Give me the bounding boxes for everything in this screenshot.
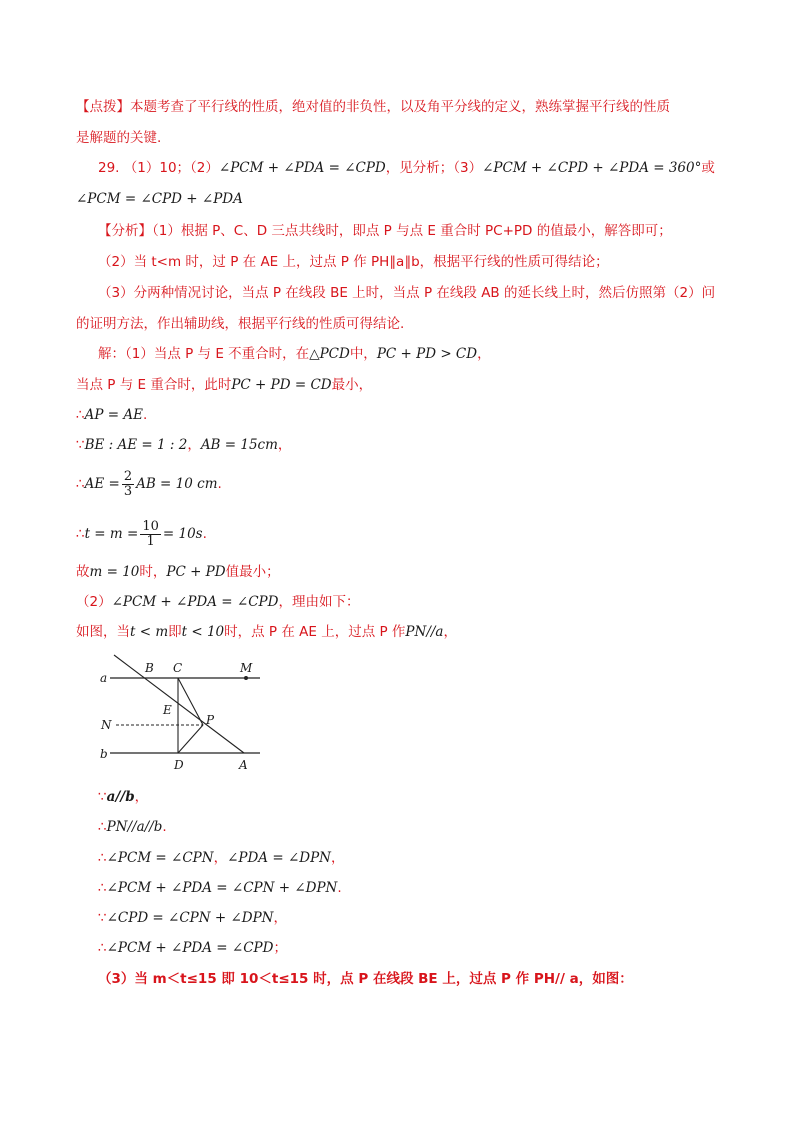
answer-part-2: ，见分析；（3）	[385, 160, 483, 176]
equation: ∠PCM = ∠CPN	[106, 850, 214, 866]
proof-line-1	[98, 788, 148, 806]
label-B: B	[145, 661, 154, 675]
analysis-label: 【分析】	[98, 223, 152, 239]
because-symbol: ∵	[98, 910, 107, 926]
therefore-symbol: ∴	[98, 850, 107, 866]
analysis-line-2	[98, 253, 609, 271]
analysis-line-1	[98, 222, 672, 240]
segment-dp	[178, 725, 203, 753]
inequality: t < m	[130, 624, 169, 640]
solution-text: ，	[443, 624, 457, 640]
solution-line-9	[76, 623, 457, 641]
solution-line-5	[76, 468, 222, 500]
label-b: b	[100, 747, 108, 761]
tip-text-2: 是解题的关键.	[76, 130, 162, 146]
therefore-symbol: ∴	[98, 819, 107, 835]
equation: t = m =	[84, 526, 139, 542]
proof-text: ，	[134, 789, 149, 805]
ratio: BE : AE = 1 : 2	[84, 437, 188, 453]
equation: AE =	[84, 476, 120, 492]
solution-text: 解：（1）当点 P 与 E 不重合时，在	[98, 346, 310, 362]
fraction-denominator: 3	[123, 483, 133, 499]
question-number: 29.	[98, 160, 120, 176]
label-a: a	[100, 671, 108, 685]
equation: m = 10	[89, 564, 140, 580]
equation: = 10s	[162, 526, 203, 542]
analysis-text-4: 的证明方法，作出辅助线，根据平行线的性质可得结论.	[76, 316, 405, 332]
answer-equation-1: ∠PCM + ∠PDA = ∠CPD	[218, 160, 386, 176]
proof-line-3	[98, 849, 344, 867]
proof-text: ，	[330, 850, 345, 866]
fraction-denominator: 1	[146, 533, 155, 549]
answer-line-2	[76, 190, 243, 208]
label-N: N	[101, 718, 112, 732]
answer-equation-2: ∠PCM + ∠CPD + ∠PDA = 360°	[482, 160, 702, 176]
solution-text: 中，	[349, 346, 377, 362]
equation: ∠CPD = ∠CPN + ∠DPN	[106, 910, 274, 926]
label-A: A	[239, 758, 248, 772]
proof-text: ，	[213, 850, 228, 866]
solution-line-6	[76, 518, 207, 550]
solution-text: ，	[277, 437, 292, 453]
point-m	[244, 676, 248, 680]
label-E: E	[163, 703, 172, 717]
proof-text: .	[162, 819, 167, 835]
expression: PC + PD	[166, 564, 226, 580]
solution-line-8	[76, 593, 359, 611]
therefore-symbol: ∴	[98, 940, 107, 956]
proof-line-6	[98, 939, 287, 957]
equation: ∠PCM + ∠PDA = ∠CPN + ∠DPN	[106, 880, 338, 896]
therefore-symbol: ∴	[76, 476, 85, 492]
triangle-pcd: △PCD	[309, 346, 350, 362]
equation: PC + PD = CD	[231, 377, 332, 393]
solution-text: 故	[76, 564, 90, 580]
solution-text: 当点 P 与 E 重合时，此时	[76, 377, 232, 393]
fraction-numerator: 2	[123, 468, 133, 484]
because-symbol: ∵	[98, 789, 107, 805]
solution-text: （2）	[76, 594, 112, 610]
analysis-line-4	[76, 315, 404, 333]
parallel-relation: PN//a	[405, 624, 444, 640]
parallel-relation: PN//a//b	[106, 819, 163, 835]
equation: ∠PCM + ∠PDA = ∠CPD	[111, 594, 279, 610]
equation: AB = 10 cm	[136, 476, 218, 492]
segment-cp	[178, 678, 203, 725]
equation: ∠PCM + ∠PDA = ∠CPD	[106, 940, 274, 956]
tip-line-1	[76, 98, 670, 116]
analysis-line-3	[98, 284, 715, 302]
answer-part-1: （1）10；（2）	[123, 160, 219, 176]
fraction-numerator: 10	[142, 518, 159, 534]
proof-line-7	[98, 970, 633, 988]
solution-text: ，	[187, 437, 201, 453]
tip-line-2	[76, 129, 161, 147]
answer-line-1	[98, 159, 715, 177]
proof-text: ；	[273, 940, 287, 956]
solution-line-3	[76, 406, 147, 424]
solution-text: 时，	[139, 564, 167, 580]
solution-text: ，	[477, 346, 491, 362]
geometry-figure	[92, 652, 272, 776]
label-C: C	[173, 661, 183, 675]
tip-text-1: 本题考查了平行线的性质，绝对值的非负性，以及角平分线的定义，熟练掌握平行线的性质	[130, 99, 670, 115]
therefore-symbol: ∴	[76, 407, 85, 423]
solution-line-4	[76, 436, 291, 454]
inequality: PC + PD > CD	[376, 346, 478, 362]
therefore-symbol: ∴	[98, 880, 107, 896]
because-symbol: ∵	[76, 437, 85, 453]
answer-part-3: 或	[701, 160, 715, 176]
label-M: M	[240, 661, 253, 675]
solution-text: 即	[168, 624, 182, 640]
tip-label: 【点拨】	[76, 99, 130, 115]
therefore-symbol: ∴	[76, 526, 85, 542]
solution-text: 值最小；	[225, 564, 280, 580]
solution-text: 时，点 P 在 AE 上，过点 P 作	[224, 624, 406, 640]
proof-line-5	[98, 909, 287, 927]
fraction-ten-over-one	[140, 520, 161, 549]
equation: AB = 15cm	[200, 437, 278, 453]
proof-line-2	[98, 818, 167, 836]
fraction-two-thirds	[122, 470, 134, 499]
solution-text: 如图，当	[76, 624, 130, 640]
label-D: D	[174, 758, 184, 772]
solution-line-2	[76, 376, 372, 394]
proof-line-4	[98, 879, 342, 897]
solution-text: .	[202, 526, 207, 542]
solution-text: .	[142, 407, 148, 423]
analysis-text-3: （3）分两种情况讨论，当点 P 在线段 BE 上时，当点 P 在线段 AB 的延长线上时，然后仿照第（2）问	[98, 285, 716, 301]
proof-text: .	[337, 880, 342, 896]
part-3-text: （3）当 m＜t≤15 即 10＜t≤15 时，点 P 在线段 BE 上，过点 P 作 PH// a，如图：	[98, 971, 633, 987]
equation: ∠PDA = ∠DPN	[227, 850, 331, 866]
solution-line-7	[76, 563, 280, 581]
solution-text: .	[217, 476, 222, 492]
inequality: t < 10	[181, 624, 225, 640]
answer-equation-3: ∠PCM = ∠CPD + ∠PDA	[76, 191, 243, 207]
solution-text: 最小，	[331, 377, 373, 393]
label-P: P	[206, 713, 215, 727]
solution-text: ，理由如下：	[278, 594, 360, 610]
analysis-text-1: （1）根据 P、C、D 三点共线时，即点 P 与点 E 重合时 PC+PD 的值最小，解答即可；	[152, 223, 672, 239]
equation: AP = AE	[84, 407, 143, 423]
proof-text: ，	[273, 910, 287, 926]
solution-line-1	[98, 345, 491, 363]
analysis-text-2: （2）当 t<m 时，过 P 在 AE 上，过点 P 作 PH∥a∥b，根据平行线的性质可得结论；	[98, 254, 609, 270]
parallel-relation: a//b	[106, 789, 135, 805]
